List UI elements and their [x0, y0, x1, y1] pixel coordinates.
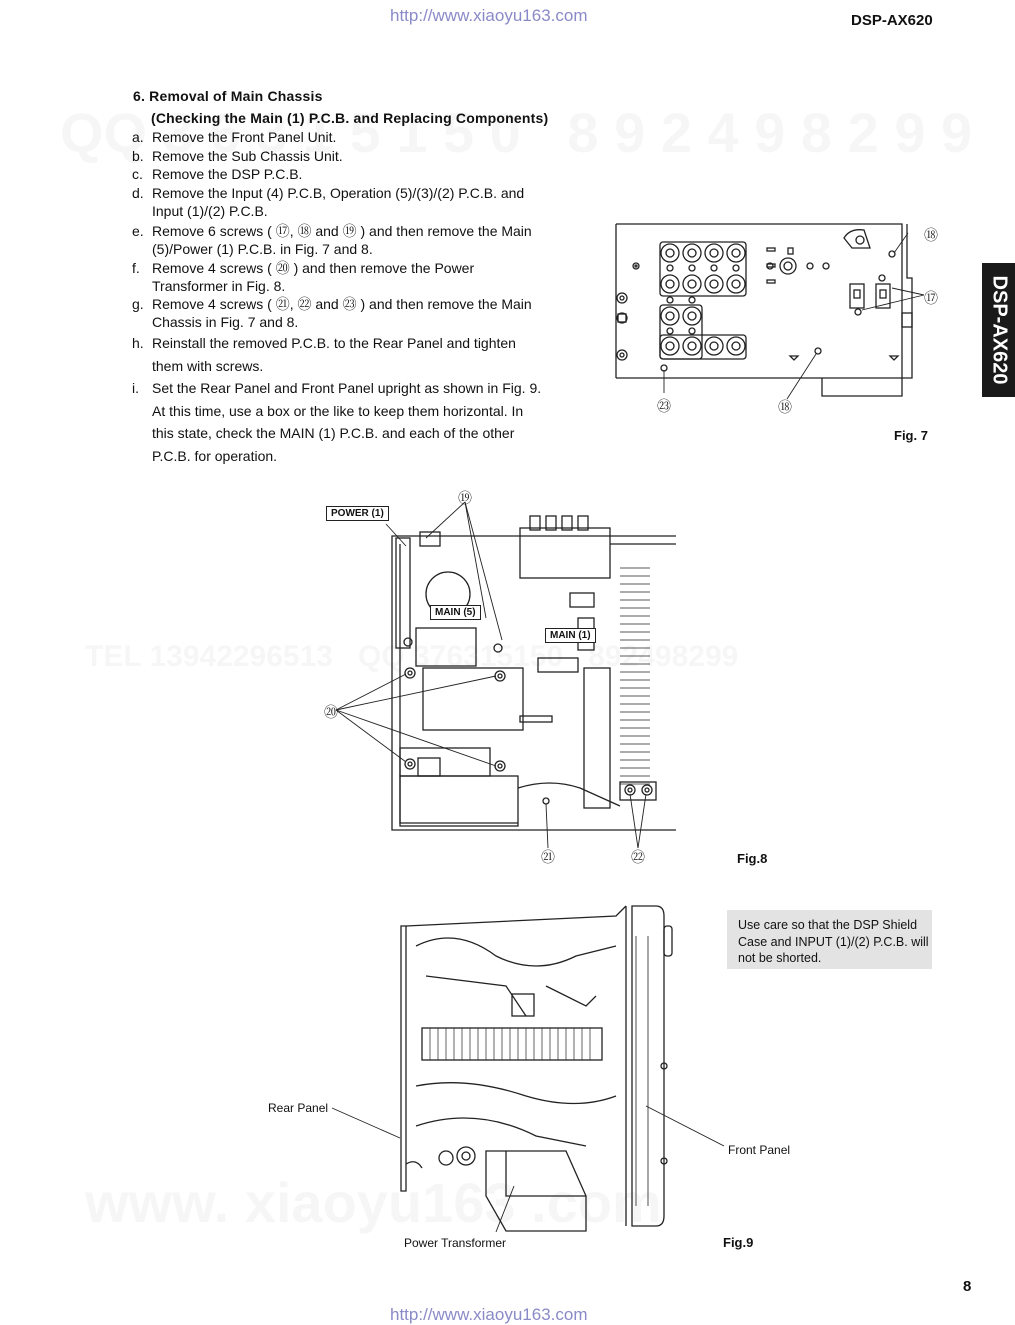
side-tab-label: DSP-AX620 — [988, 275, 1010, 385]
fig9-caption: Fig.9 — [723, 1235, 754, 1250]
section-subtitle: (Checking the Main (1) P.C.B. and Replacing Components) — [151, 110, 549, 126]
fig9-upright-view-drawing — [326, 896, 726, 1236]
step-letter: e. — [132, 223, 144, 239]
page-number: 8 — [963, 1278, 972, 1295]
step-text: Remove the Input (4) P.C.B, Operation (5)/(3)/(2) P.C.B. and Input (1)/(2) P.C.B. — [152, 185, 525, 219]
step-text: Set the Rear Panel and Front Panel upright as shown in Fig. 9. At this time, use a box or the like to keep them horizontal. In this state, check the MAIN (1) P.C.B. and each of the other P.C.B. for operation. — [152, 380, 542, 464]
fig9-label-power-transformer: Power Transformer — [404, 1236, 507, 1250]
fig9-note: Use care so that the DSP Shield Case and INPUT (1)/(2) P.C.B. will not be shorted. — [727, 910, 932, 969]
step-letter: h. — [132, 335, 144, 351]
fig8-caption: Fig.8 — [737, 851, 768, 866]
footer-url[interactable]: http://www.xiaoyu163.com — [390, 1305, 588, 1324]
step-letter: c. — [132, 166, 143, 182]
fig8-label-main5: MAIN (5) — [430, 605, 481, 620]
fig8-callout-20: ⑳ — [324, 704, 338, 720]
step-letter: i. — [132, 380, 139, 396]
step-letter: g. — [132, 296, 144, 312]
header-model: DSP-AX620 — [851, 12, 933, 29]
fig7-callout-17: ⑰ — [924, 290, 938, 306]
header-url[interactable]: http://www.xiaoyu163.com — [390, 6, 588, 25]
step-letter: f. — [132, 260, 140, 276]
step-text: Remove the Sub Chassis Unit. — [152, 148, 343, 164]
fig9-label-rear-panel: Rear Panel — [268, 1101, 329, 1115]
fig8-callout-21: ㉑ — [541, 849, 555, 865]
step-text: Remove 6 screws ( ⑰, ⑱ and ⑲ ) and then remove the Main (5)/Power (1) P.C.B. in Fig. 7 and 8. — [152, 223, 532, 257]
side-tab — [982, 263, 1015, 397]
fig7-callout-23: ㉓ — [657, 398, 671, 414]
fig7-callout-18-top: ⑱ — [924, 227, 938, 243]
step-letter: b. — [132, 148, 144, 164]
step-text: Remove the DSP P.C.B. — [152, 166, 303, 182]
step-text: Remove 4 screws ( ⑳ ) and then remove the Power Transformer in Fig. 8. — [152, 260, 475, 294]
fig8-callout-19: ⑲ — [458, 490, 472, 506]
step-letter: d. — [132, 185, 144, 201]
step-text: Reinstall the removed P.C.B. to the Rear Panel and tighten them with screws. — [152, 335, 516, 374]
fig8-top-view-drawing — [320, 488, 690, 848]
step-text: Remove the Front Panel Unit. — [152, 129, 337, 145]
step-text: Remove 4 screws ( ㉑, ㉒ and ㉓ ) and then remove the Main Chassis in Fig. 7 and 8. — [152, 296, 532, 330]
fig9-label-front-panel: Front Panel — [728, 1143, 791, 1157]
fig7-rear-panel-drawing — [612, 218, 952, 418]
fig8-callout-22: ㉒ — [631, 849, 645, 865]
fig8-label-power1: POWER (1) — [326, 506, 389, 521]
fig7-callout-18-bottom: ⑱ — [778, 399, 792, 415]
fig7-caption: Fig. 7 — [894, 428, 928, 443]
section-title: 6. Removal of Main Chassis — [133, 88, 323, 104]
step-letter: a. — [132, 129, 144, 145]
fig8-label-main1: MAIN (1) — [545, 628, 596, 643]
